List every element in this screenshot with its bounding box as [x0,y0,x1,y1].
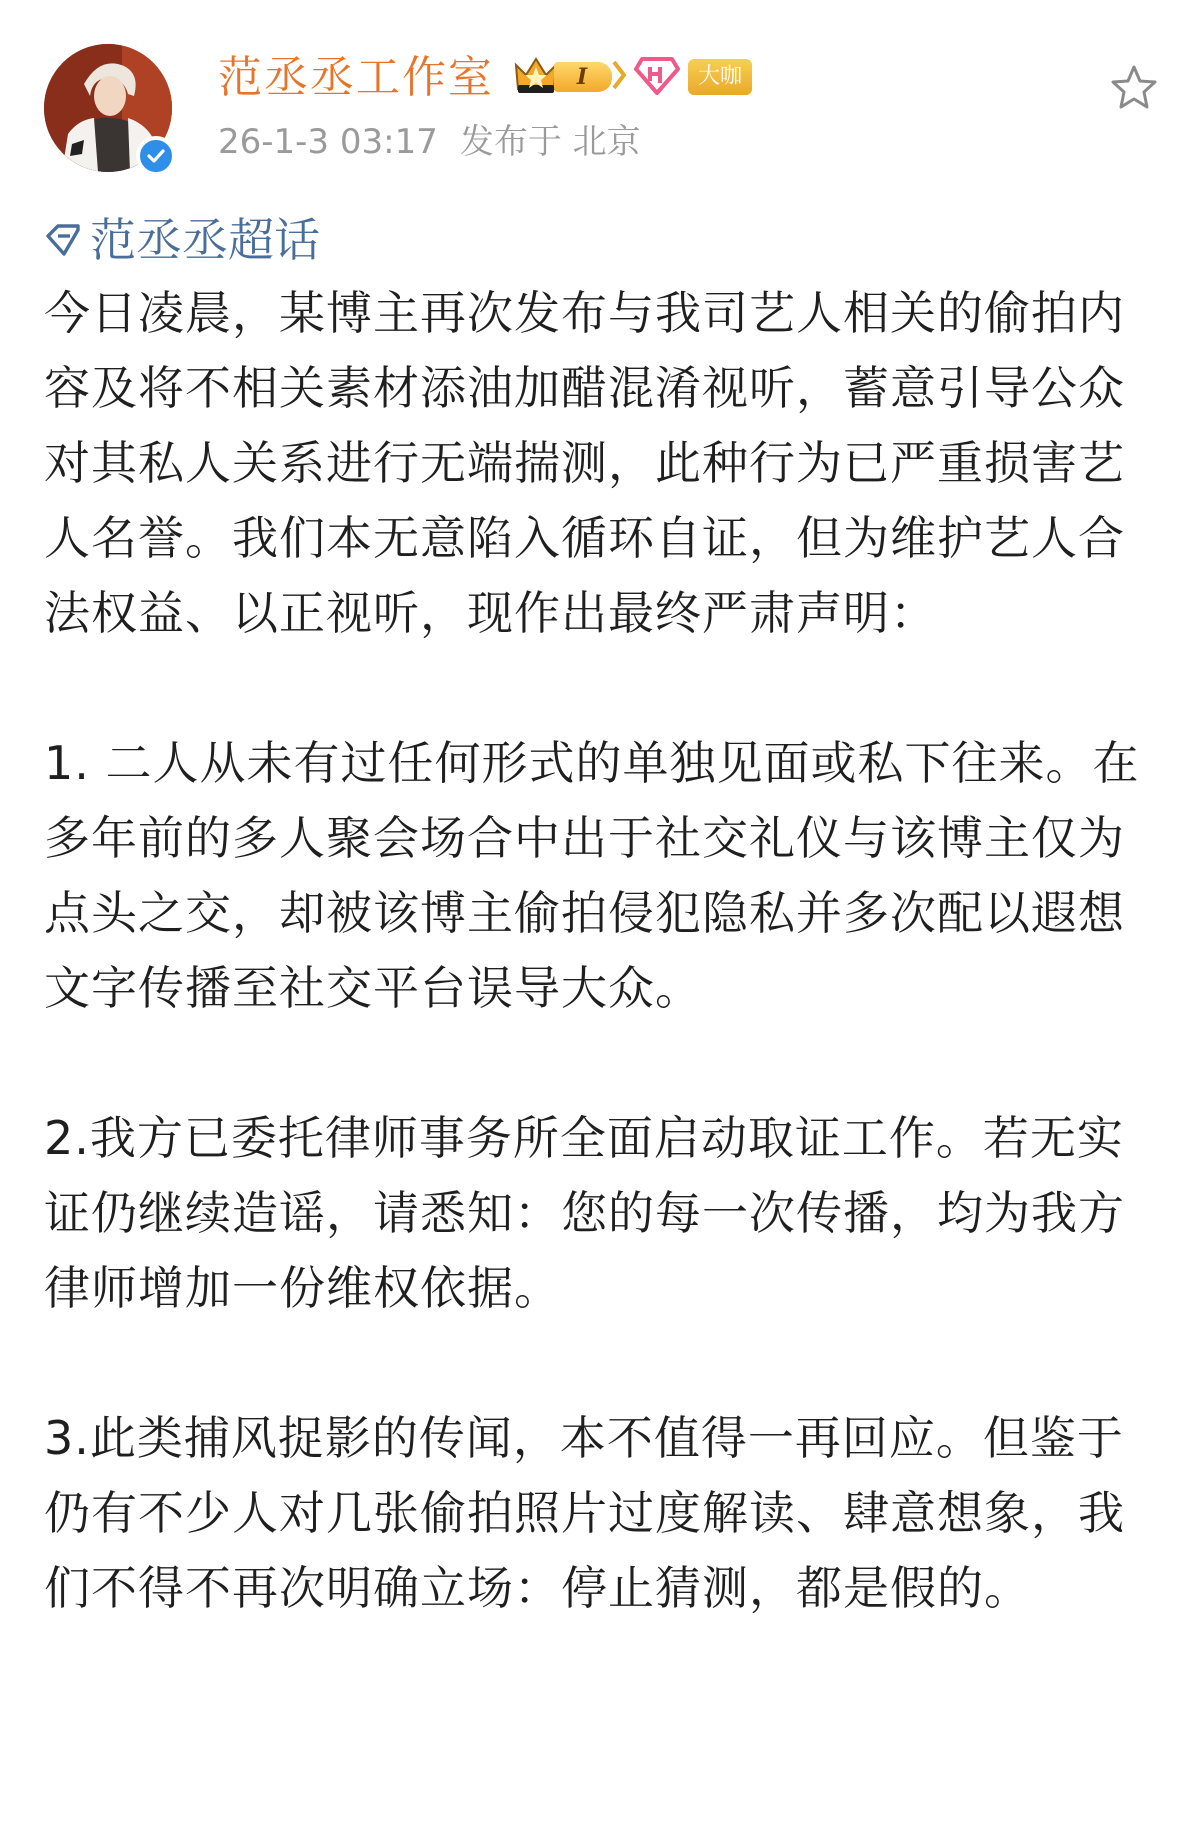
vip-diamond-icon[interactable] [634,53,680,101]
crown-icon [512,53,560,101]
post-paragraph-2: 2.我方已委托律师事务所全面启动取证工作。若无实证仍继续造谣，请悉知：您的每一次传播，均为我方律师增加一份维权依据。 [44,1111,1125,1315]
paragraph-spacer [44,1326,1164,1401]
paragraph-spacer [44,1026,1164,1101]
post-paragraph-intro: 今日凌晨，某博主再次发布与我司艺人相关的偷拍内容及将不相关素材添油加醋混淆视听，蓄意引导公众对其私人关系进行无端揣测，此种行为已严重损害艺人名誉。我们本无意陷入循环自证，但为维护艺人合法权益、以正视听，现作出最终严肃声明： [44,286,1125,640]
member-level-number: I [554,62,612,92]
chevron-right-icon [612,60,626,94]
topic-link[interactable] [44,210,320,270]
author-avatar[interactable] [44,44,172,172]
author-name[interactable]: 范丞丞工作室 [218,52,494,103]
tag-badge[interactable]: 大咖 [688,59,752,95]
paragraph-spacer [44,651,1164,726]
diamond-icon [44,220,84,260]
post-meta [218,120,641,164]
star-outline-icon[interactable] [1108,62,1160,114]
post-paragraph-3: 3.此类捕风捉影的传闻，本不值得一再回应。但鉴于仍有不少人对几张偷拍照片过度解读、肆意想象，我们不得不再次明确立场：停止猜测，都是假的。 [44,1411,1125,1615]
post-location: 发布于 北京 [459,122,641,162]
post-header [0,0,1200,190]
post-paragraph-1: 1. 二人从未有过任何形式的单独见面或私下往来。在多年前的多人聚会场合中出于社交礼仪与该博主仅为点头之交，却被该博主偷拍侵犯隐私并多次配以遐想文字传播至社交平台误导大众。 [44,736,1140,1015]
topic-label: 范丞丞超话 [90,213,320,267]
author-badges [512,54,752,100]
member-level-badge[interactable] [512,55,626,99]
post-body [44,276,1164,1626]
verified-check-icon [136,136,176,176]
post-time: 26-1-3 03:17 [218,122,438,162]
